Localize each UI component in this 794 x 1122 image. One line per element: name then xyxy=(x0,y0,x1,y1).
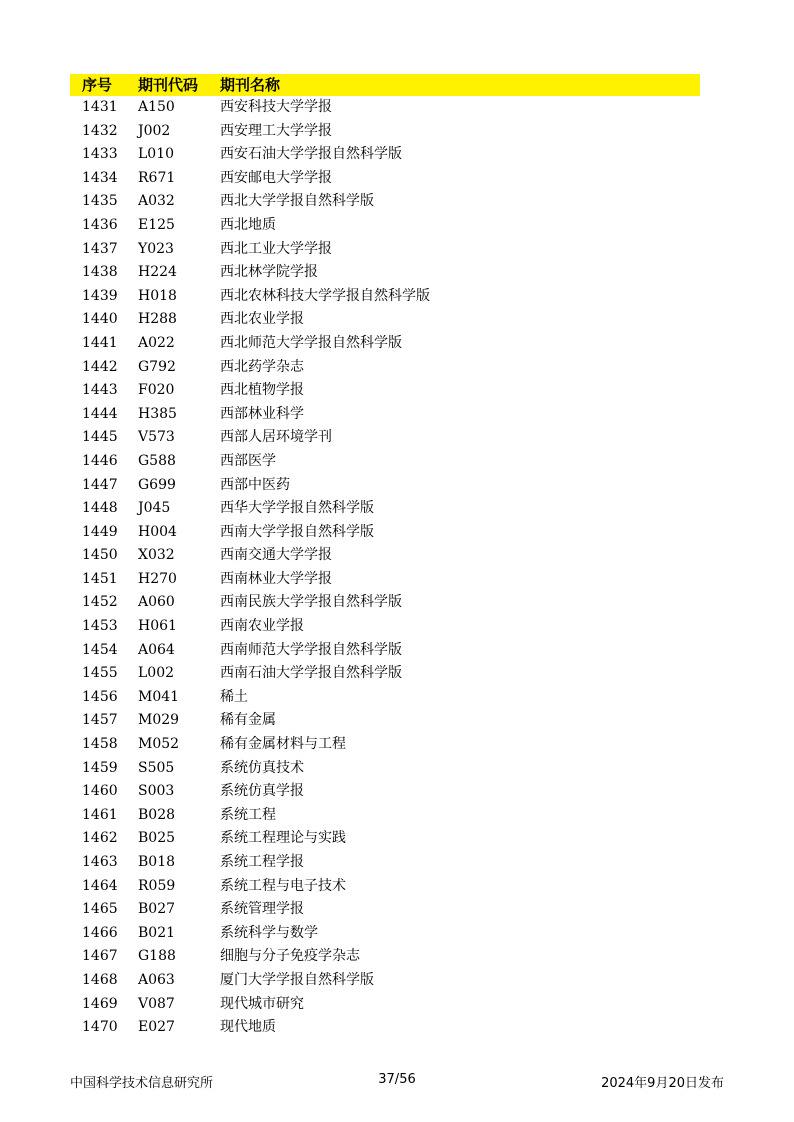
row-name: 系统工程学报 xyxy=(220,854,304,870)
row-no: 1444 xyxy=(82,405,118,422)
row-code: J045 xyxy=(138,500,171,517)
table-row xyxy=(70,945,700,969)
row-code: S505 xyxy=(138,759,175,776)
row-no: 1460 xyxy=(82,783,118,800)
table-row xyxy=(70,875,700,899)
table-row xyxy=(70,662,700,686)
row-code: A032 xyxy=(138,193,175,210)
row-name: 西南交通大学学报 xyxy=(220,547,332,564)
row-no: 1461 xyxy=(82,806,118,823)
table-row xyxy=(70,190,700,214)
table-row xyxy=(70,804,700,828)
row-name: 西南师范大学学报自然科学版 xyxy=(220,641,402,658)
row-name: 系统科学与数学 xyxy=(220,924,318,941)
row-name: 系统工程与电子技术 xyxy=(220,877,346,894)
row-no: 1451 xyxy=(82,570,118,587)
row-no: 1441 xyxy=(82,334,118,351)
row-name: 西华大学学报自然科学版 xyxy=(220,500,374,517)
row-code: A022 xyxy=(138,334,175,351)
row-no: 1439 xyxy=(82,287,118,304)
row-no: 1445 xyxy=(82,429,118,446)
footer-date: 2024年9月20日发布 xyxy=(601,1076,724,1091)
row-name: 稀有金属 xyxy=(220,712,276,729)
row-name: 稀土 xyxy=(220,688,248,705)
table-row xyxy=(70,757,700,781)
table-row xyxy=(70,285,700,309)
row-no: 1463 xyxy=(82,854,118,870)
table-row xyxy=(70,1016,700,1040)
table-row xyxy=(70,827,700,851)
row-no: 1432 xyxy=(82,122,118,139)
row-code: M052 xyxy=(138,736,180,753)
row-code: L010 xyxy=(138,146,175,163)
row-name: 西南民族大学学报自然科学版 xyxy=(220,594,402,611)
row-no: 1437 xyxy=(82,240,118,257)
row-code: G588 xyxy=(138,452,176,469)
row-code: R671 xyxy=(138,169,176,186)
row-name: 西安理工大学学报 xyxy=(220,122,332,139)
row-no: 1467 xyxy=(82,948,118,965)
table-row xyxy=(70,615,700,639)
row-code: G699 xyxy=(138,476,176,493)
row-name: 西部人居环境学刊 xyxy=(220,429,332,446)
table-header xyxy=(70,74,700,96)
row-code: F020 xyxy=(138,382,175,399)
row-name: 西北地质 xyxy=(220,216,276,233)
table-row xyxy=(70,993,700,1017)
table-row xyxy=(70,167,700,191)
header-code: 期刊代码 xyxy=(138,76,199,94)
table-row xyxy=(70,686,700,710)
row-code: S003 xyxy=(138,783,175,800)
row-no: 1462 xyxy=(82,830,118,847)
row-name: 西南农业学报 xyxy=(220,618,304,635)
row-name: 现代地质 xyxy=(220,1019,276,1036)
row-code: A060 xyxy=(138,594,175,611)
row-no: 1466 xyxy=(82,924,118,941)
table-row xyxy=(70,120,700,144)
row-code: M029 xyxy=(138,712,180,729)
table-row xyxy=(70,214,700,238)
row-name: 西北大学学报自然科学版 xyxy=(220,193,374,210)
row-name: 稀有金属材料与工程 xyxy=(220,736,346,753)
table-row xyxy=(70,379,700,403)
row-no: 1469 xyxy=(82,995,118,1012)
row-no: 1449 xyxy=(82,523,118,540)
table-row xyxy=(70,639,700,663)
table-row xyxy=(70,238,700,262)
row-code: A063 xyxy=(138,971,175,988)
footer-org: 中国科学技术信息研究所 xyxy=(70,1076,214,1091)
row-no: 1468 xyxy=(82,971,118,988)
row-name: 西安石油大学学报自然科学版 xyxy=(220,146,402,163)
row-code: X032 xyxy=(138,547,175,564)
row-code: H385 xyxy=(138,405,177,422)
table-row xyxy=(70,497,700,521)
table-row xyxy=(70,143,700,167)
row-name: 系统工程 xyxy=(220,806,276,823)
row-no: 1454 xyxy=(82,641,118,658)
table-row xyxy=(70,780,700,804)
table-row xyxy=(70,851,700,875)
row-code: G188 xyxy=(138,948,176,965)
journal-table xyxy=(70,74,700,1040)
row-code: H270 xyxy=(138,570,177,587)
row-no: 1459 xyxy=(82,759,118,776)
table-row xyxy=(70,426,700,450)
table-row xyxy=(70,261,700,285)
row-code: M041 xyxy=(138,688,180,705)
row-no: 1455 xyxy=(82,665,118,682)
row-no: 1447 xyxy=(82,476,118,493)
table-row xyxy=(70,591,700,615)
row-no: 1457 xyxy=(82,712,118,729)
table-row xyxy=(70,450,700,474)
row-name: 系统仿真技术 xyxy=(220,759,304,776)
row-name: 西北工业大学学报 xyxy=(220,240,332,257)
row-no: 1458 xyxy=(82,736,118,753)
table-row xyxy=(70,521,700,545)
table-row xyxy=(70,568,700,592)
header-no: 序号 xyxy=(82,76,113,94)
row-name: 系统管理学报 xyxy=(220,901,304,918)
row-code: A064 xyxy=(138,641,175,658)
row-code: B027 xyxy=(138,901,176,918)
row-code: E027 xyxy=(138,1019,175,1036)
row-no: 1456 xyxy=(82,688,118,705)
row-code: B025 xyxy=(138,830,176,847)
table-row xyxy=(70,96,700,120)
table-row xyxy=(70,332,700,356)
row-no: 1450 xyxy=(82,547,118,564)
table-row xyxy=(70,922,700,946)
row-code: H018 xyxy=(138,287,177,304)
row-no: 1452 xyxy=(82,594,118,611)
row-code: H004 xyxy=(138,523,177,540)
row-name: 西南大学学报自然科学版 xyxy=(220,523,374,540)
table-row xyxy=(70,308,700,332)
row-name: 厦门大学学报自然科学版 xyxy=(220,971,374,988)
row-no: 1436 xyxy=(82,216,118,233)
row-no: 1435 xyxy=(82,193,118,210)
row-name: 细胞与分子免疫学杂志 xyxy=(220,948,360,965)
row-name: 西北农林科技大学学报自然科学版 xyxy=(220,287,430,304)
row-name: 西北药学杂志 xyxy=(220,358,304,375)
row-code: H224 xyxy=(138,264,177,281)
row-code: V087 xyxy=(138,995,175,1012)
row-no: 1440 xyxy=(82,311,118,328)
row-name: 西部医学 xyxy=(220,452,276,469)
row-code: R059 xyxy=(138,877,176,894)
row-no: 1442 xyxy=(82,358,118,375)
row-no: 1453 xyxy=(82,618,118,635)
row-name: 西安邮电大学学报 xyxy=(220,169,332,186)
row-name: 西北植物学报 xyxy=(220,382,304,399)
row-no: 1431 xyxy=(82,99,118,115)
row-name: 系统仿真学报 xyxy=(220,783,304,800)
row-no: 1443 xyxy=(82,382,118,399)
row-code: A150 xyxy=(138,99,175,115)
row-no: 1438 xyxy=(82,264,118,281)
row-code: B021 xyxy=(138,924,176,941)
row-name: 西南林业大学学报 xyxy=(220,570,332,587)
row-name: 西部中医药 xyxy=(220,476,290,493)
row-code: B018 xyxy=(138,854,176,870)
row-name: 西部林业科学 xyxy=(220,405,304,422)
row-no: 1446 xyxy=(82,452,118,469)
row-name: 西北农业学报 xyxy=(220,311,304,328)
table-row xyxy=(70,356,700,380)
row-name: 西安科技大学学报 xyxy=(220,99,332,115)
row-name: 西北师范大学学报自然科学版 xyxy=(220,334,402,351)
row-code: J002 xyxy=(138,122,171,139)
table-row xyxy=(70,544,700,568)
row-code: E125 xyxy=(138,216,175,233)
row-code: V573 xyxy=(138,429,175,446)
row-name: 现代城市研究 xyxy=(220,995,304,1012)
row-name: 西北林学院学报 xyxy=(220,264,318,281)
footer-page-number: 37/56 xyxy=(378,1072,416,1087)
row-code: G792 xyxy=(138,358,176,375)
table-row xyxy=(70,733,700,757)
row-code: H288 xyxy=(138,311,177,328)
page-footer xyxy=(0,1072,794,1092)
row-code: B028 xyxy=(138,806,176,823)
row-no: 1433 xyxy=(82,146,118,163)
header-name: 期刊名称 xyxy=(220,76,281,94)
row-code: Y023 xyxy=(138,240,174,257)
table-row xyxy=(70,403,700,427)
row-name: 系统工程理论与实践 xyxy=(220,830,346,847)
row-name: 西南石油大学学报自然科学版 xyxy=(220,665,402,682)
row-no: 1434 xyxy=(82,169,118,186)
table-row xyxy=(70,898,700,922)
table-row xyxy=(70,709,700,733)
row-no: 1465 xyxy=(82,901,118,918)
row-no: 1464 xyxy=(82,877,118,894)
table-body xyxy=(70,96,700,1040)
table-row xyxy=(70,969,700,993)
table-row xyxy=(70,474,700,498)
row-no: 1470 xyxy=(82,1019,118,1036)
row-no: 1448 xyxy=(82,500,118,517)
row-code: H061 xyxy=(138,618,177,635)
row-code: L002 xyxy=(138,665,175,682)
